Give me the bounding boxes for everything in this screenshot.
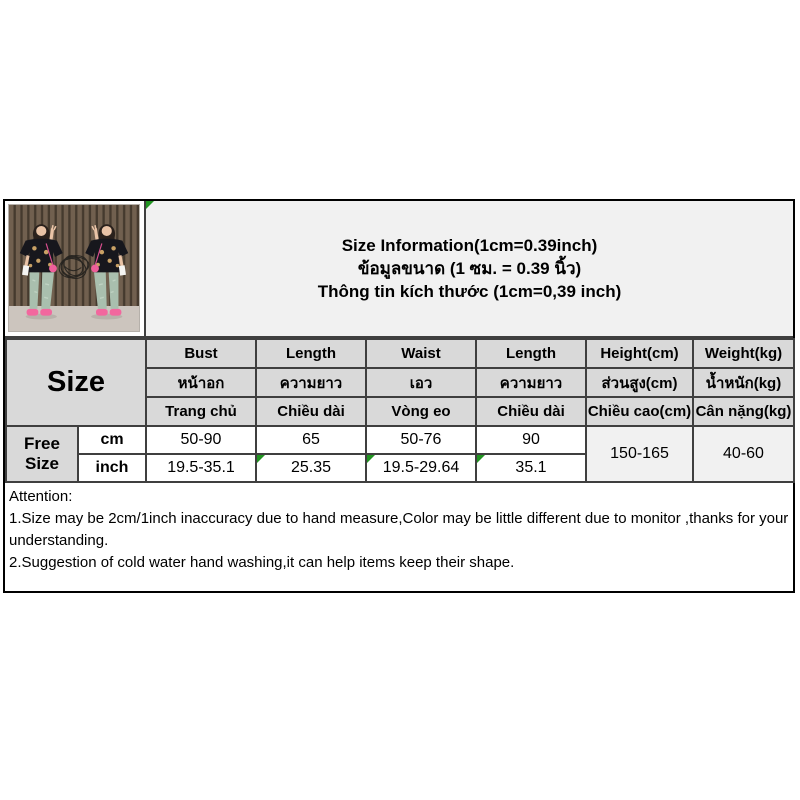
- free-size-label: Free Size: [6, 426, 78, 482]
- col-header-waist-th: เอว: [366, 368, 476, 397]
- col-header-weight-vi: Cân nặng(kg): [693, 397, 794, 426]
- weight-range-value: 40-60: [693, 426, 794, 482]
- title-english: Size Information(1cm=0.39inch): [341, 236, 598, 255]
- col-header-length-en: Length: [256, 339, 366, 368]
- model-photo: [8, 204, 140, 332]
- title-thai: ข้อมูลขนาด (1 ซม. = 0.39 นิ้ว): [357, 259, 582, 278]
- size-table: [5, 338, 795, 483]
- size-info-title-cell: [144, 201, 793, 336]
- attention-section: [5, 483, 793, 574]
- unit-inch-label: inch: [78, 454, 146, 482]
- attention-heading: Attention:: [9, 488, 73, 505]
- unit-cm-label: cm: [78, 426, 146, 454]
- title-vietnamese: Thông tin kích thước (1cm=0,39 inch): [317, 282, 622, 301]
- col-header-length2-vi: Chiều dài: [476, 397, 586, 426]
- bust-inch-value: 19.5-35.1: [146, 454, 256, 482]
- attention-note-2: 2.Suggestion of cold water hand washing,it can help items keep their shape.: [9, 554, 515, 571]
- size-chart-panel: [3, 199, 795, 593]
- length2-inch-value: 35.1: [476, 454, 586, 482]
- attention-note-1: 1.Size may be 2cm/1inch inaccuracy due to hand measure,Color may be little different due to monitor ,thanks for your understanding.: [9, 510, 789, 549]
- height-range-value: 150-165: [586, 426, 693, 482]
- model-photo-illustration: [9, 205, 139, 331]
- col-header-length2-en: Length: [476, 339, 586, 368]
- col-header-weight-th: น้ำหนัก(kg): [693, 368, 794, 397]
- col-header-length-th: ความยาว: [256, 368, 366, 397]
- header-section: [5, 201, 793, 338]
- waist-cm-value: 50-76: [366, 426, 476, 454]
- length-inch-value: 25.35: [256, 454, 366, 482]
- col-header-length-vi: Chiều dài: [256, 397, 366, 426]
- col-header-waist-vi: Vòng eo: [366, 397, 476, 426]
- bust-cm-value: 50-90: [146, 426, 256, 454]
- col-header-bust-th: หน้าอก: [146, 368, 256, 397]
- product-photo-cell: [5, 201, 144, 336]
- col-header-bust-vi: Trang chủ: [146, 397, 256, 426]
- col-header-height-en: Height(cm): [586, 339, 693, 368]
- col-header-waist-en: Waist: [366, 339, 476, 368]
- waist-inch-value: 19.5-29.64: [366, 454, 476, 482]
- col-header-bust-en: Bust: [146, 339, 256, 368]
- size-corner-label: Size: [6, 339, 146, 426]
- col-header-weight-en: Weight(kg): [693, 339, 794, 368]
- col-header-length2-th: ความยาว: [476, 368, 586, 397]
- length2-cm-value: 90: [476, 426, 586, 454]
- length-cm-value: 65: [256, 426, 366, 454]
- col-header-height-vi: Chiều cao(cm): [586, 397, 693, 426]
- col-header-height-th: ส่วนสูง(cm): [586, 368, 693, 397]
